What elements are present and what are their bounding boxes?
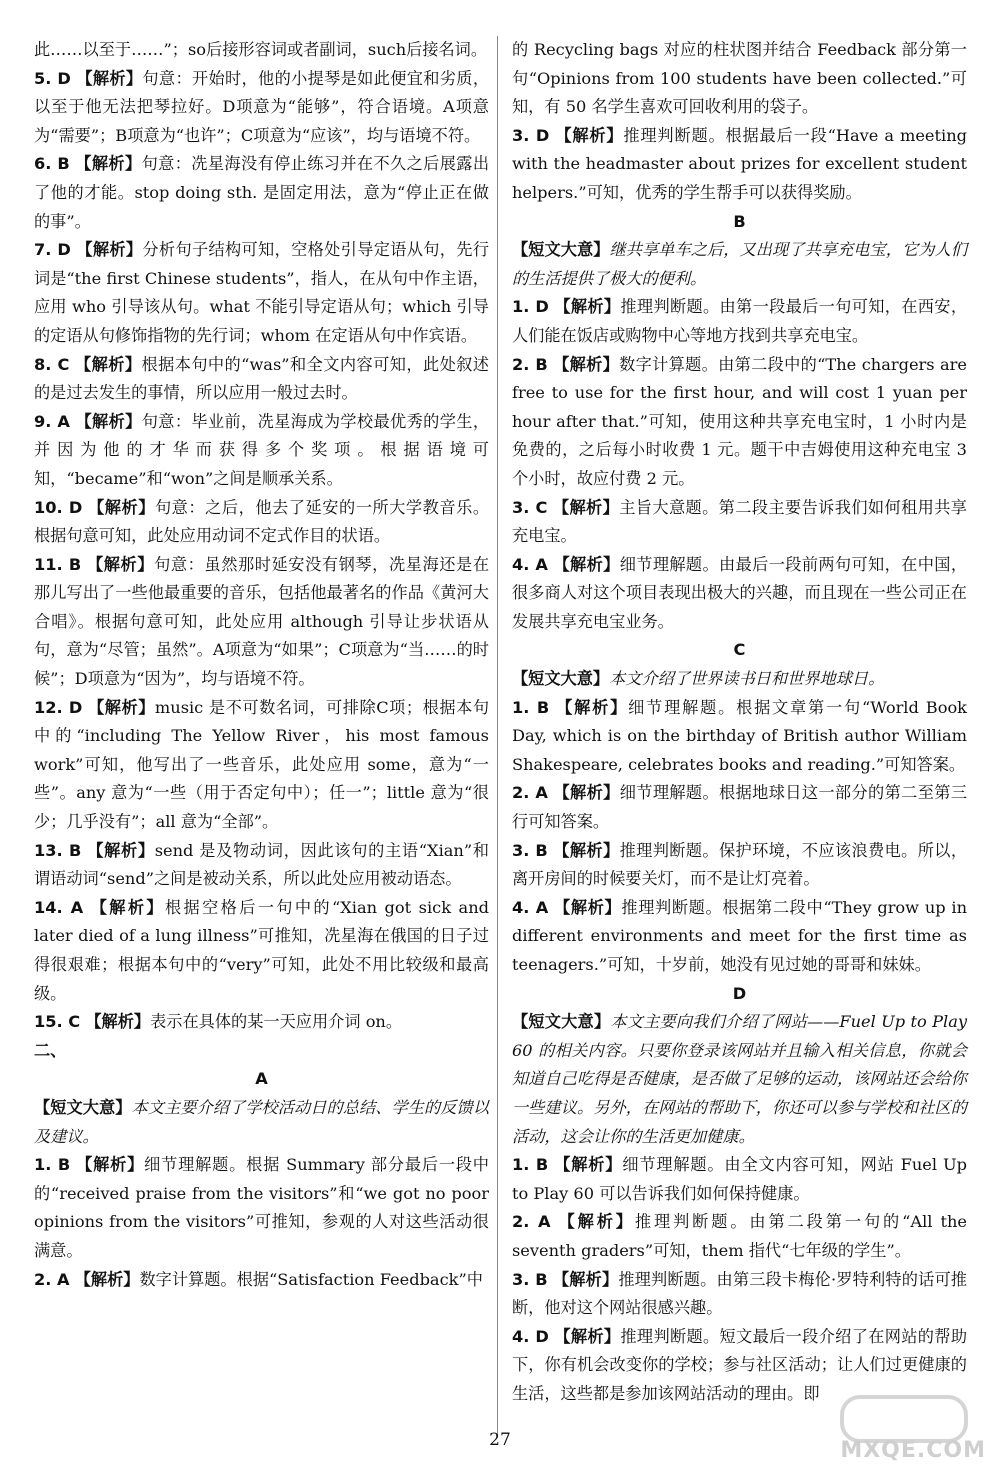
explanation-text: 推理判断题。由第一段最后一句可知，在西安，人们能在饭店或购物中心等地方找到共享充电宝。 bbox=[512, 297, 968, 345]
answer-item bbox=[512, 694, 967, 780]
analysis-tag: 【解析】 bbox=[76, 68, 143, 88]
answer-number: 4. A bbox=[512, 554, 548, 574]
analysis-tag: 【解析】 bbox=[558, 1212, 635, 1232]
answer-number: 1. B bbox=[512, 1155, 549, 1175]
analysis-tag: 【解析】 bbox=[76, 240, 143, 260]
analysis-tag: 【解析】 bbox=[554, 1155, 623, 1175]
explanation-text: 句意：冼星海没有停止练习并在不久之后展露出了他的才能。stop doing sth. 是固定用法，意为“停止正在做的事”。 bbox=[34, 154, 490, 231]
explanation-text: 推理判断题。根据最后一段“Have a meeting with the headmaster about prizes for excellent student helpers.”可知，优秀的学生帮手可以获得奖励。 bbox=[512, 125, 967, 202]
answer-number: 2. B bbox=[512, 354, 548, 374]
explanation-text: 根据空格后一句中的“Xian got sick and later died of a lung illness”可推知，冼星海在俄国的日子过得很艰难；根据本句中的“very”可知，此处不用比较级和最高级。 bbox=[34, 897, 489, 1003]
explanation-text: 表示在具体的某一天应用介词 on。 bbox=[150, 1012, 403, 1032]
summary-tag: 【短文大意】 bbox=[512, 1012, 611, 1032]
right-column bbox=[512, 36, 967, 1409]
analysis-tag: 【解析】 bbox=[555, 125, 624, 145]
analysis-tag: 【解析】 bbox=[554, 1326, 621, 1346]
analysis-tag: 【解析】 bbox=[554, 897, 622, 917]
analysis-tag: 【解析】 bbox=[74, 354, 142, 374]
answer-item bbox=[34, 408, 489, 494]
answer-number: 4. A bbox=[512, 897, 549, 917]
answer-number: 1. B bbox=[34, 1155, 71, 1175]
explanation-text: 此……以至于……”；so后接形容词或者副词，such后接名词。 bbox=[34, 40, 488, 59]
analysis-tag: 【解析】 bbox=[553, 783, 620, 803]
analysis-tag: 【解析】 bbox=[75, 411, 142, 431]
explanation-text: 根据本句中的“was”和全文内容可知，此处叙述的是过去发生的事情，所以应用一般过去时。 bbox=[34, 354, 489, 403]
answer-number: 3. C bbox=[512, 497, 548, 517]
answer-number: 3. D bbox=[512, 125, 550, 145]
section-heading: C bbox=[733, 640, 746, 660]
answer-item bbox=[34, 1008, 489, 1037]
answer-item bbox=[34, 894, 489, 1008]
summary-text: 继共享单车之后，又出现了共享充电宝，它为人们的生活提供了极大的便利。 bbox=[512, 240, 968, 288]
explanation-text: music 是不可数名词，可排除C项；根据本句中的“including The Yellow River，his most famous work”可知，他写出了一些音乐，此处应用 some，意为“一些”。any 意为“一些（用于否定句中）；任一”；little 意为“很少；几乎没有”；all 意为“全部”。 bbox=[34, 697, 490, 832]
passage-summary bbox=[512, 665, 967, 694]
answer-number: 13. B bbox=[34, 840, 82, 860]
explanation-text: 推理判断题。由第二段第一句的“All the seventh graders”可知，them 指代“七年级的学生”。 bbox=[512, 1212, 967, 1260]
summary-text: 本文主要向我们介绍了网站——Fuel Up to Play 60 的相关内容。只要你登录该网站并且输入相关信息，你就会知道自己吃得是否健康，是否做了足够的运动，该网站还会给你一些建议。另外，在网站的帮助下，你还可以参与学校和社区的活动，这会让你的生活更加健康。 bbox=[512, 1012, 967, 1146]
analysis-tag: 【解析】 bbox=[556, 697, 629, 717]
section-heading: A bbox=[255, 1069, 268, 1089]
analysis-tag: 【解析】 bbox=[553, 554, 620, 574]
answer-number: 11. B bbox=[34, 554, 82, 574]
answer-item bbox=[512, 837, 967, 894]
answer-item bbox=[34, 1266, 489, 1295]
passage-summary bbox=[512, 236, 967, 293]
continued-text bbox=[34, 36, 489, 65]
analysis-tag: 【解析】 bbox=[554, 297, 621, 317]
answer-item bbox=[34, 694, 489, 837]
answer-number: 10. D bbox=[34, 497, 83, 517]
answer-item bbox=[34, 236, 489, 350]
answer-number: 6. B bbox=[34, 154, 70, 174]
column-divider bbox=[497, 36, 498, 1436]
analysis-tag: 【解析】 bbox=[553, 840, 620, 860]
analysis-tag: 【解析】 bbox=[88, 497, 155, 517]
section-heading: B bbox=[733, 211, 746, 231]
analysis-tag: 【解析】 bbox=[76, 1155, 145, 1175]
watermark-logo bbox=[823, 1395, 988, 1465]
analysis-tag: 【解析】 bbox=[74, 1269, 140, 1289]
answer-number: 7. D bbox=[34, 240, 71, 260]
answer-item bbox=[512, 293, 967, 350]
watermark-text: MXQE.COM bbox=[840, 1438, 986, 1463]
answer-number: 12. D bbox=[34, 697, 83, 717]
left-column bbox=[34, 36, 489, 1294]
analysis-tag: 【解析】 bbox=[87, 840, 155, 860]
explanation-text: 推理判断题。由第三段卡梅伦·罗特利特的话可推断，他对这个网站很感兴趣。 bbox=[512, 1269, 967, 1318]
explanation-text: 分析句子结构可知，空格处引导定语从句，先行词是“the first Chinese students”，指人，在从句中作主语，应用 who 引导该从句。what 不能引导定语从句；which 引导的定语从句修饰指物的先行词；whom 在定语从句中作宾语。 bbox=[34, 240, 490, 345]
summary-tag: 【短文大意】 bbox=[34, 1097, 132, 1117]
part-heading: 二、 bbox=[34, 1040, 67, 1060]
analysis-tag: 【解析】 bbox=[552, 1269, 619, 1289]
explanation-text: 推理判断题。根据第二段中“They grow up in different environments and meet for the first time as teenagers.”可知，十岁前，她没有见过她的哥哥和妹妹。 bbox=[512, 897, 968, 974]
answer-item bbox=[512, 779, 967, 836]
answer-item bbox=[34, 837, 489, 894]
explanation-text: send 是及物动词，因此该句的主语“Xian”和谓语动词“send”之间是被动关系，所以此处应用被动语态。 bbox=[34, 840, 489, 889]
answer-number: 5. D bbox=[34, 68, 71, 88]
answer-number: 14. A bbox=[34, 897, 84, 917]
summary-text: 本文介绍了世界读书日和世界地球日。 bbox=[609, 669, 885, 689]
answer-item bbox=[34, 494, 489, 551]
explanation-text: 数字计算题。由第二段中的“The chargers are free to use for the first hour, and will cost 1 yuan per hour after that.”可知，使用这种共享充电宝时，1 小时内是免费的，之后每小时收费 1 元。题干中吉姆使用这种充电宝 3 个小时，故应付费 2 元。 bbox=[512, 354, 967, 488]
explanation-text: 主旨大意题。第二段主要告诉我们如何租用共享充电宝。 bbox=[512, 497, 967, 546]
explanation-text: 细节理解题。由全文内容可知，网站 Fuel Up to Play 60 可以告诉我们如何保持健康。 bbox=[512, 1155, 968, 1203]
answer-item bbox=[512, 1151, 967, 1208]
explanation-text: 句意：毕业前，冼星海成为学校最优秀的学生，并因为他的才华而获得多个奖项。根据语境可知，“became”和“won”之间是顺承关系。 bbox=[34, 411, 490, 488]
answer-number: 2. A bbox=[512, 783, 548, 803]
answer-item bbox=[34, 65, 489, 151]
explanation-text: 细节理解题。根据文章第一句“World Book Day, which is on the birthday of British author William Shakespeare, celebrates books and reading.”可知答案。 bbox=[512, 697, 967, 774]
answer-item bbox=[512, 1208, 967, 1265]
answer-number: 15. C bbox=[34, 1012, 81, 1032]
explanation-text: 推理判断题。保护环境，不应该浪费电。所以，离开房间的时候要关灯，而不是让灯亮着。 bbox=[512, 840, 968, 889]
explanation-text: 的 Recycling bags 对应的柱状图并结合 Feedback 部分第一句“Opinions from 100 students have been collected.”可知，有 50 名学生喜欢可回收利用的袋子。 bbox=[512, 40, 967, 117]
answer-number: 3. B bbox=[512, 840, 548, 860]
analysis-tag: 【解析】 bbox=[86, 554, 155, 574]
answer-item bbox=[34, 351, 489, 408]
answer-number: 4. D bbox=[512, 1326, 549, 1346]
explanation-text: 细节理解题。根据地球日这一部分的第二至第三行可知答案。 bbox=[512, 783, 968, 832]
answer-number: 1. B bbox=[512, 697, 550, 717]
answer-number: 3. B bbox=[512, 1269, 548, 1289]
passage-summary bbox=[34, 1094, 489, 1151]
explanation-text: 句意：虽然那时延安没有钢琴，冼星海还是在那儿写出了一些他最重要的音乐，包括他最著名的作品《黄河大合唱》。根据句意可知，此处应用 although 引导让步状语从句，意为“尽管；虽然”。A项意为“如果”；C项意为“当……的时候”；D项意为“因为”，均与语境不符。 bbox=[34, 554, 490, 689]
analysis-tag: 【解析】 bbox=[90, 897, 165, 917]
analysis-tag: 【解析】 bbox=[75, 154, 142, 174]
page-number: 27 bbox=[489, 1430, 511, 1450]
passage-summary bbox=[512, 1008, 967, 1151]
analysis-tag: 【解析】 bbox=[88, 697, 155, 717]
continued-text bbox=[512, 36, 967, 122]
analysis-tag: 【解析】 bbox=[553, 354, 620, 374]
answer-number: 8. C bbox=[34, 354, 70, 374]
answer-item bbox=[512, 1266, 967, 1323]
explanation-text: 推理判断题。短文最后一段介绍了在网站的帮助下，你有机会改变你的学校；参与社区活动；让人们过更健康的生活，这些都是参加该网站活动的理由。即 bbox=[512, 1326, 968, 1403]
answer-item bbox=[34, 150, 489, 236]
answer-item bbox=[512, 494, 967, 551]
answer-item bbox=[34, 1151, 489, 1265]
answer-item bbox=[512, 894, 967, 980]
answer-item bbox=[512, 351, 967, 494]
explanation-text: 句意：开始时，他的小提琴是如此便宜和劣质，以至于他无法把琴拉好。D项意为“能够”，符合语境。A项意为“需要”；B项意为“也许”；C项意为“应该”，均与语境不符。 bbox=[34, 68, 490, 145]
explanation-text: 细节理解题。由最后一段前两句可知，在中国，很多商人对这个项目表现出极大的兴趣，而且现在一些公司正在发展共享充电宝业务。 bbox=[512, 554, 968, 631]
explanation-text: 细节理解题。根据 Summary 部分最后一段中的“received praise from the visitors”和“we got no poor opinions from the visitors”可推知，参观的人对这些活动很满意。 bbox=[34, 1155, 489, 1260]
answer-item bbox=[512, 122, 967, 208]
summary-tag: 【短文大意】 bbox=[512, 240, 610, 260]
explanation-text: 数字计算题。根据“Satisfaction Feedback”中 bbox=[139, 1269, 483, 1289]
answer-number: 2. A bbox=[512, 1212, 551, 1232]
answer-item bbox=[34, 551, 489, 694]
explanation-text: 句意：之后，他去了延安的一所大学教音乐。根据句意可知，此处应用动词不定式作目的状语。 bbox=[34, 497, 490, 546]
answer-number: 2. A bbox=[34, 1269, 70, 1289]
analysis-tag: 【解析】 bbox=[85, 1012, 151, 1032]
summary-text: 本文主要介绍了学校活动日的总结、学生的反馈以及建议。 bbox=[34, 1097, 490, 1146]
answer-item bbox=[512, 551, 967, 637]
watermark-emblem-icon bbox=[840, 1395, 968, 1443]
section-heading: D bbox=[732, 983, 747, 1003]
analysis-tag: 【解析】 bbox=[552, 497, 620, 517]
summary-tag: 【短文大意】 bbox=[512, 669, 610, 689]
answer-number: 1. D bbox=[512, 297, 549, 317]
answer-number: 9. A bbox=[34, 411, 70, 431]
